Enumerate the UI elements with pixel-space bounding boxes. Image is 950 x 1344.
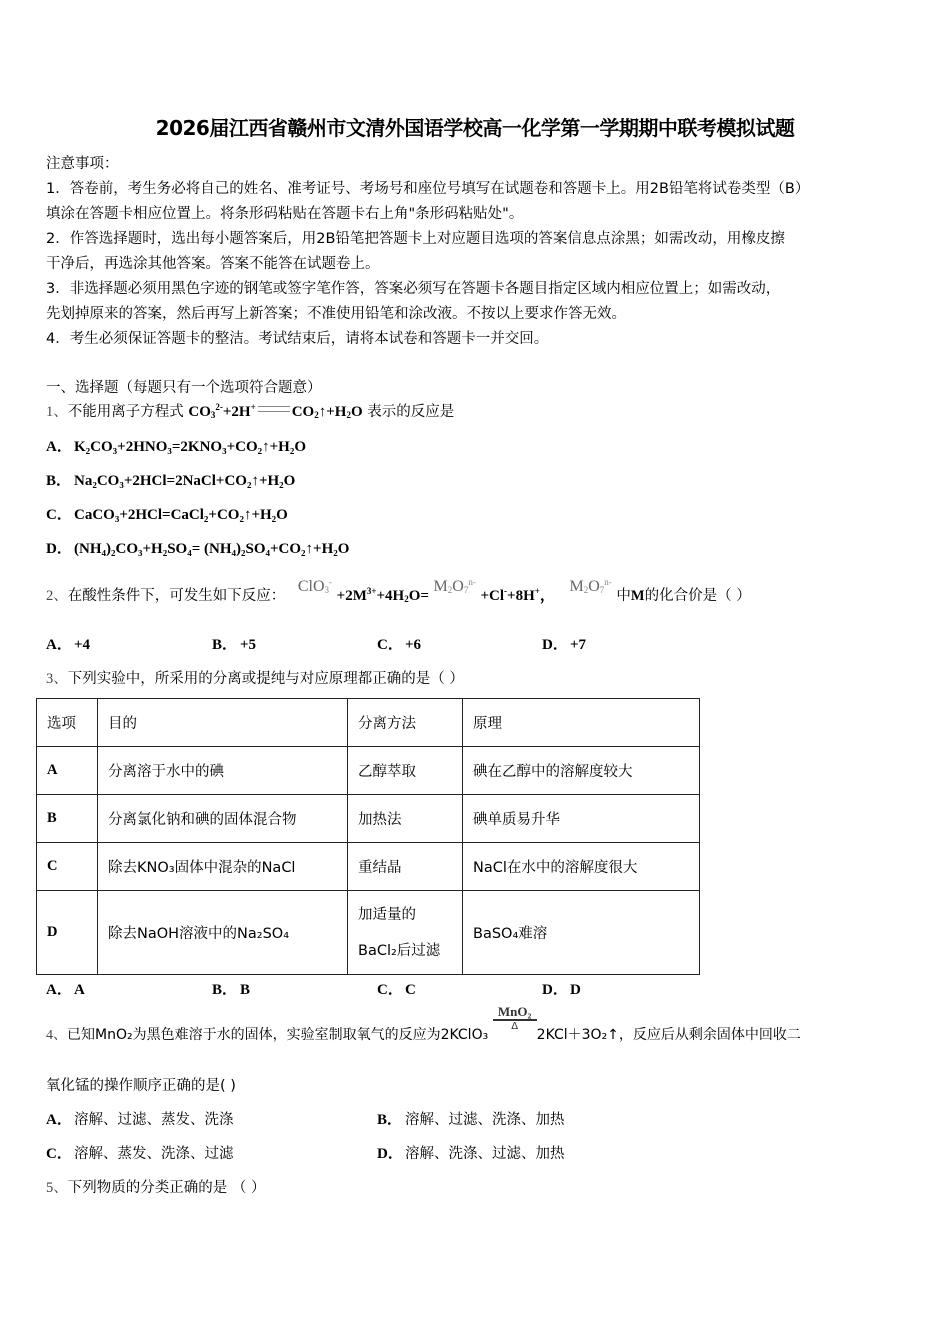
- option-d: D． 溶解、洗涤、过滤、加热: [377, 1146, 565, 1162]
- option-c: C． CaCO₃+2HCl=CaCl₂+CO₂↑+H₂O: [46, 507, 288, 523]
- question-number: 4、: [46, 1028, 67, 1043]
- notice-line: 3．非选择题必须用黑色字迹的钢笔或签字笔作答，答案必须写在答题卡各题目指定区域内相应位置上；如需改动，: [46, 281, 781, 297]
- table-row: D 除去NaOH溶液中的Na₂SO₄ 加适量的BaCl₂后过滤 BaSO₄难溶: [37, 891, 700, 975]
- option-b: B． B: [212, 982, 251, 998]
- option-b: B． Na₂CO₃+2HCl=2NaCl+CO₂↑+H₂O: [46, 473, 296, 489]
- question-number: 5、: [46, 1180, 68, 1196]
- option-c: C． 溶解、蒸发、洗涤、过滤: [46, 1146, 234, 1162]
- notice-heading: 注意事项：: [46, 156, 119, 172]
- option-b: B． +5: [212, 637, 257, 653]
- option-a: A． A: [46, 982, 85, 998]
- option-c: C． C: [377, 982, 416, 998]
- header-cell: 目的: [98, 699, 348, 747]
- option-text: K₂CO₃+2HNO₃=2KNO₃+CO₂↑+H₂O: [74, 439, 307, 455]
- header-cell: 分离方法: [348, 699, 463, 747]
- table-row: C 除去KNO₃固体中混杂的NaCl 重结晶 NaCl在水中的溶解度很大: [37, 843, 700, 891]
- equals-bar: [258, 406, 290, 412]
- question-number: 3、: [46, 671, 68, 687]
- section-heading: 一、选择题（每题只有一个选项符合题意）: [46, 380, 322, 396]
- option-d: D． (NH₄)₂CO₃+H₂SO₄= (NH₄)₂SO₄+CO₂↑+H₂O: [46, 541, 350, 557]
- notice-line: 2．作答选择题时，选出每小题答案后，用2B铅笔把答题卡上对应题目选项的答案信息点涂黑；如需改动，用橡皮擦: [46, 231, 785, 247]
- question-number: 2、: [46, 588, 68, 604]
- separation-methods-table: [36, 698, 700, 975]
- heat-symbol: Δ: [511, 1021, 519, 1032]
- option-d: D． D: [542, 982, 581, 998]
- question-1-stem: [46, 400, 454, 421]
- table-row: B 分离氯化钠和碘的固体混合物 加热法 碘单质易升华: [37, 795, 700, 843]
- header-cell: 选项: [37, 699, 98, 747]
- question-3-stem: 3、下列实验中，所采用的分离或提纯与对应原理都正确的是（ ）: [46, 671, 464, 687]
- notice-line: 干净后，再选涂其他答案。答案不能答在试题卷上。: [46, 256, 380, 272]
- catalyst-label: MnO₂: [493, 1005, 537, 1021]
- question-2-stem: 2、在酸性条件下，可发生如下反应： $ClO_3^- +2M^{3+}+4H_2O= M_2O_7^{n-} +Cl^-+8H^+$， $M_2O_7^{n-}$ 中M的化合价是（ ）: [46, 577, 751, 604]
- reaction-products: +Cl-+8H+，: [480, 586, 555, 604]
- reaction-equation: $+2M^{3+}+4H_2O=$: [336, 586, 429, 604]
- stem-suffix: 表示的反应是: [367, 404, 455, 420]
- notice-line: 4．考生必须保证答题卡的整洁。考试结束后，请将本试卷和答题卡一并交回。: [46, 331, 549, 347]
- option-a: A． K₂CO₃+2HNO₃=2KNO₃+CO₂↑+H₂O: [46, 439, 307, 455]
- dichromate-like-formula: $M_2O_7^{n-}$: [569, 577, 612, 595]
- option-text: Na₂CO₃+2HCl=2NaCl+CO₂↑+H₂O: [74, 473, 296, 489]
- option-a: A． +4: [46, 637, 91, 653]
- question-5-stem: 5、下列物质的分类正确的是 （ ）: [46, 1180, 266, 1196]
- notice-line: 填涂在答题卡相应位置上。将条形码粘贴在答题卡右上角"条形码粘贴处"。: [46, 206, 524, 222]
- notice-line: 1．答卷前，考生务必将自己的姓名、准考证号、考场号和座位号填写在试题卷和答题卡上。用2B铅笔将试卷类型（B）: [46, 181, 810, 197]
- page-title: 2026届江西省赣州市文清外国语学校高一化学第一学期期中联考模拟试题: [155, 116, 795, 140]
- stem-prefix: 在酸性条件下，可发生如下反应：: [67, 588, 286, 604]
- notice-line: 先划掉原来的答案，然后再写上新答案；不准使用铅笔和涂改液。不按以上要求作答无效。: [46, 306, 626, 322]
- option-c: C． +6: [377, 637, 422, 653]
- reaction-condition: [493, 1004, 537, 1039]
- question-4-stem-line2: 氧化锰的操作顺序正确的是( ): [46, 1078, 236, 1094]
- dichromate-like-formula: $M_2O_7^{n-}$: [433, 577, 476, 595]
- ionic-equation: $CO_3^{2-}+2H^+$ $CO_2↑+H_2O$: [188, 402, 363, 420]
- option-d: D． +7: [542, 637, 587, 653]
- option-b: B． 溶解、过滤、洗涤、加热: [377, 1112, 565, 1128]
- question-4-stem: 4、已知MnO₂为黑色难溶于水的固体，实验室制取氧气的反应为2KClO₃ MnO₂ Δ 2KCl＋3O₂↑，反应后从剩余固体中回收二: [46, 1004, 801, 1043]
- option-text: (NH₄)₂CO₃+H₂SO₄= (NH₄)₂SO₄+CO₂↑+H₂O: [74, 541, 350, 557]
- question-number: 1、: [46, 404, 68, 420]
- stem-suffix: 的化合价是（ ）: [644, 588, 751, 604]
- header-cell: 原理: [463, 699, 700, 747]
- table-header-row: [37, 699, 700, 747]
- table-row: A 分离溶于水中的碘 乙醇萃取 碘在乙醇中的溶解度较大: [37, 747, 700, 795]
- chlorate-formula: ClO$_3$-: [297, 577, 333, 595]
- stem-prefix: 不能用离子方程式: [67, 404, 184, 420]
- option-text: CaCO₃+2HCl=CaCl₂+CO₂↑+H₂O: [74, 507, 288, 523]
- option-a: A． 溶解、过滤、蒸发、洗涤: [46, 1112, 234, 1128]
